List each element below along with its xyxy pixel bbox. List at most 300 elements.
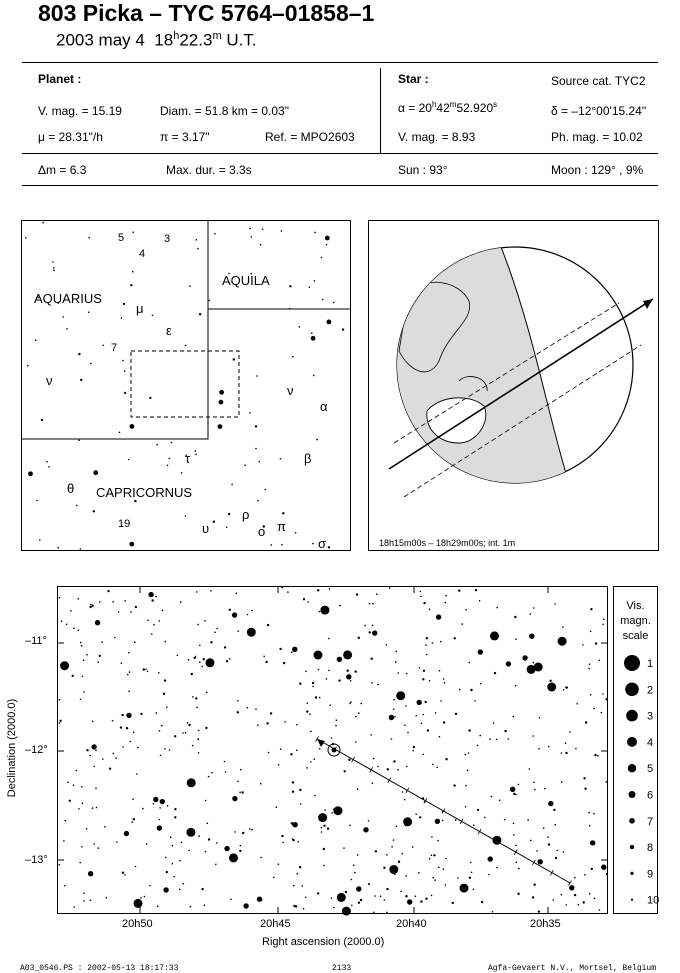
star-dot xyxy=(490,631,499,640)
star-dot xyxy=(532,896,534,898)
star-dot xyxy=(459,689,461,691)
legend-title-line1: Vis. xyxy=(626,600,645,612)
path-tick xyxy=(478,829,481,834)
star-dot xyxy=(230,899,232,901)
legend-title-line2: magn. xyxy=(620,615,651,627)
info-divider xyxy=(380,68,381,153)
star-dot xyxy=(167,805,169,807)
star-dot xyxy=(376,593,378,595)
star-dot xyxy=(475,589,477,591)
star-dot xyxy=(445,602,447,604)
star-dot xyxy=(216,842,218,844)
star-dot xyxy=(270,712,272,714)
star-dot xyxy=(391,738,393,740)
star-dot xyxy=(283,662,285,664)
legend-label: 7 xyxy=(647,815,654,828)
star-dot xyxy=(515,638,517,640)
star-dot xyxy=(309,287,311,289)
star-dot xyxy=(174,808,176,810)
star-dot xyxy=(296,724,298,726)
star-dot xyxy=(606,873,608,875)
star-dot xyxy=(443,868,445,870)
star-dot xyxy=(233,358,235,360)
star-dot xyxy=(386,888,388,890)
star-dot xyxy=(405,895,407,897)
star-dot xyxy=(440,641,442,643)
star-dot xyxy=(372,625,374,627)
legend-dot xyxy=(628,764,636,772)
star-dot xyxy=(582,644,584,646)
star-dot xyxy=(436,767,438,769)
star-dot xyxy=(179,860,181,862)
star-dot xyxy=(89,606,91,608)
planet-mu: μ = 28.31"/h xyxy=(38,130,103,144)
star-dot xyxy=(599,909,601,911)
star-dot xyxy=(327,320,332,325)
path-tick xyxy=(406,788,409,793)
star-dot xyxy=(377,684,379,686)
star-dot xyxy=(470,862,472,864)
star-dot xyxy=(296,750,298,752)
star-dot xyxy=(514,616,516,618)
greek-tau: τ xyxy=(185,451,191,466)
star-dot xyxy=(319,748,321,750)
star-alpha xyxy=(398,100,497,115)
number-5: 5 xyxy=(118,232,125,244)
footer-credit: Agfa-Gevaert N.V., Mortsel, Belgium xyxy=(488,964,657,973)
star-dot xyxy=(460,884,469,893)
star-dot xyxy=(468,729,470,731)
path-tick xyxy=(388,778,391,783)
star-dot xyxy=(251,829,253,831)
star-dot xyxy=(147,671,149,673)
alpha-m-unit: m xyxy=(449,100,457,109)
star-dot xyxy=(182,732,184,734)
path-tick xyxy=(370,767,373,772)
star-dot xyxy=(243,903,248,908)
star-dot xyxy=(467,770,469,772)
legend-label: 9 xyxy=(647,868,654,881)
star-dot xyxy=(443,678,445,680)
star-dot xyxy=(115,757,117,759)
star-dot xyxy=(134,500,136,502)
star-dot xyxy=(128,690,130,692)
star-dot xyxy=(318,669,320,671)
star-dot xyxy=(470,689,472,691)
star-dot xyxy=(78,353,80,355)
label-aquarius: AQUARIUS xyxy=(34,291,102,306)
star-dot xyxy=(565,742,567,744)
star-dot xyxy=(305,897,307,899)
star-dot xyxy=(172,845,174,847)
star-dot xyxy=(83,659,85,661)
star-dot xyxy=(403,817,412,826)
star-dot xyxy=(145,669,147,671)
star-dot xyxy=(412,846,414,848)
star-dot xyxy=(345,655,347,657)
star-dot xyxy=(606,781,608,783)
star-dot xyxy=(82,803,84,805)
star-dot xyxy=(344,770,346,772)
star-dot xyxy=(196,591,198,593)
star-dot xyxy=(355,670,357,672)
dec-tick-13: –13° xyxy=(25,854,48,866)
star-dot xyxy=(303,598,305,600)
star-dot xyxy=(433,854,435,856)
star-dot xyxy=(452,902,454,904)
star-dot xyxy=(224,846,229,851)
star-dot xyxy=(197,624,199,626)
star-dot xyxy=(429,680,431,682)
star-dot xyxy=(565,687,567,689)
star-dot xyxy=(281,835,283,837)
star-dot xyxy=(465,785,467,787)
star-dot xyxy=(325,236,330,241)
star-dot xyxy=(282,512,284,514)
star-dot xyxy=(121,662,123,664)
star-dot xyxy=(260,857,262,859)
star-dot xyxy=(358,712,360,714)
star-dot xyxy=(122,872,124,874)
path-tick xyxy=(532,860,535,865)
planet-heading: Planet : xyxy=(38,72,82,86)
star-dot xyxy=(565,752,567,754)
star-dot xyxy=(151,633,153,635)
star-dot xyxy=(229,609,231,611)
star-dot xyxy=(224,646,226,648)
star-dot xyxy=(59,722,61,724)
star-dot xyxy=(374,895,376,897)
star-dot xyxy=(82,676,84,678)
star-dot xyxy=(112,753,114,755)
star-dot xyxy=(423,602,425,604)
star-dot xyxy=(312,682,314,684)
star-dot xyxy=(468,752,470,754)
star-dot xyxy=(496,607,498,609)
alpha-minutes: 42 xyxy=(436,101,450,115)
star-dot xyxy=(412,750,414,752)
star-dot xyxy=(90,900,92,902)
star-dot xyxy=(156,712,158,714)
star-dot xyxy=(90,363,92,365)
star-dot xyxy=(312,543,314,545)
star-dot xyxy=(36,500,38,502)
star-dot xyxy=(171,442,173,444)
star-dot xyxy=(303,908,305,910)
legend-dot xyxy=(627,737,637,747)
star-dot xyxy=(555,857,557,859)
star-dot xyxy=(479,600,481,602)
star-dot xyxy=(405,705,407,707)
star-dot xyxy=(562,626,564,628)
number-19: 19 xyxy=(118,518,131,530)
star-dot xyxy=(205,727,207,729)
star-dot xyxy=(250,236,252,238)
star-dot xyxy=(488,856,493,861)
legend-svg xyxy=(614,587,660,913)
star-dot xyxy=(356,593,358,595)
event-minute: 22.3 xyxy=(179,30,213,50)
star-dot xyxy=(556,850,558,852)
star-dot xyxy=(547,683,556,692)
legend-label: 6 xyxy=(647,789,654,802)
star-dot xyxy=(461,623,463,625)
star-dot xyxy=(574,894,576,896)
star-dot xyxy=(406,766,408,768)
star-dot xyxy=(297,841,299,843)
star-dot xyxy=(187,722,189,724)
globe-caption: 18h15m00s – 18h29m00s; int. 1m xyxy=(379,538,516,548)
star-dot xyxy=(477,809,479,811)
star-dot xyxy=(346,674,351,679)
star-dot xyxy=(86,654,88,656)
star-dot xyxy=(73,906,75,908)
star-dot xyxy=(219,400,224,405)
star-dot xyxy=(210,590,212,592)
star-dot xyxy=(395,661,397,663)
star-dot xyxy=(205,851,207,853)
star-dot xyxy=(479,735,481,737)
star-dot xyxy=(465,806,467,808)
star-dot xyxy=(258,461,260,463)
star-dot xyxy=(192,745,194,747)
globe-panel xyxy=(368,220,659,551)
star-dot xyxy=(121,714,123,716)
star-dot xyxy=(372,630,377,635)
star-dot xyxy=(538,859,543,864)
star-dot xyxy=(569,885,574,890)
star-dot xyxy=(133,818,135,820)
star-dot xyxy=(351,905,353,907)
star-dot xyxy=(314,232,316,234)
star-dot xyxy=(515,685,517,687)
star-dot xyxy=(597,755,599,757)
star-dot xyxy=(534,789,536,791)
path-tick xyxy=(424,798,427,803)
star-dot xyxy=(315,696,317,698)
star-dot xyxy=(185,515,187,517)
star-dot xyxy=(292,791,294,793)
star-dot xyxy=(533,782,535,784)
star-dot xyxy=(290,753,292,755)
star-dot xyxy=(589,893,591,895)
star-dot xyxy=(418,872,420,874)
star-dot xyxy=(445,858,447,860)
path-tick xyxy=(352,757,355,762)
star-dot xyxy=(510,787,515,792)
star-dot xyxy=(401,853,403,855)
star-dot xyxy=(120,726,122,728)
star-dot xyxy=(496,867,498,869)
star-dot xyxy=(407,732,409,734)
star-dot xyxy=(431,855,433,857)
star-dot xyxy=(474,700,476,702)
star-dot xyxy=(364,625,366,627)
star-dot xyxy=(299,789,301,791)
star-dot xyxy=(80,379,82,381)
star-dot xyxy=(300,803,302,805)
star-dot xyxy=(118,611,120,613)
star-dot xyxy=(95,750,97,752)
star-dot xyxy=(226,527,228,529)
star-dot xyxy=(25,237,27,239)
star-dot xyxy=(255,448,257,450)
star-dot xyxy=(333,302,335,304)
star-dot xyxy=(165,641,167,643)
star-dot xyxy=(507,738,509,740)
star-dot xyxy=(455,713,457,715)
star-dot xyxy=(415,715,417,717)
star-dot xyxy=(393,699,395,701)
star-dot xyxy=(129,741,131,743)
star-dot xyxy=(530,840,532,842)
info-mid-rule xyxy=(22,153,658,154)
legend-dot xyxy=(630,845,634,849)
star-dot xyxy=(549,680,551,682)
star-dot xyxy=(66,624,68,626)
star-dot xyxy=(373,758,375,760)
star-dot xyxy=(532,735,534,737)
star-dot xyxy=(331,737,333,739)
star-dot xyxy=(590,694,592,696)
star-dot xyxy=(513,823,515,825)
star-dot xyxy=(48,466,50,468)
event-datetime xyxy=(56,30,257,51)
star-dot xyxy=(153,803,155,805)
star-dot xyxy=(169,749,171,751)
star-dot xyxy=(326,678,328,680)
star-dot xyxy=(513,793,515,795)
star-dot xyxy=(394,716,396,718)
star-dot xyxy=(76,770,78,772)
star-dot xyxy=(589,663,591,665)
star-dot xyxy=(128,459,130,461)
star-dot xyxy=(331,812,333,814)
legend-title-line3: scale xyxy=(622,630,649,642)
star-dot xyxy=(195,697,197,699)
star-dot xyxy=(343,847,345,849)
star-dot xyxy=(132,231,134,233)
star-dot xyxy=(124,600,126,602)
star-dot xyxy=(65,820,67,822)
star-dot xyxy=(114,637,116,639)
star-dot xyxy=(439,736,441,738)
star-dot xyxy=(391,846,393,848)
star-dot xyxy=(179,889,181,891)
ra-tick-2035: 20h35 xyxy=(530,918,561,930)
star-dot xyxy=(249,828,251,830)
star-dot xyxy=(469,877,471,879)
star-dot xyxy=(136,773,138,775)
star-dot xyxy=(278,863,280,865)
path-tick xyxy=(569,880,572,885)
alpha-hours: α = 20 xyxy=(398,101,432,115)
planet-diam: Diam. = 51.8 km = 0.03" xyxy=(160,104,289,118)
star-dot xyxy=(164,679,166,681)
star-dot xyxy=(293,905,295,907)
star-dot xyxy=(234,831,236,833)
star-dot xyxy=(90,604,92,606)
star-dot xyxy=(369,603,371,605)
star-dot xyxy=(164,748,166,750)
star-dot xyxy=(517,893,519,895)
star-dot xyxy=(588,668,590,670)
star-dot xyxy=(429,608,431,610)
star-dot xyxy=(268,752,270,754)
star-dot xyxy=(386,854,388,856)
star-dot xyxy=(588,812,590,814)
star-dot xyxy=(158,672,160,674)
star-dot xyxy=(292,824,294,826)
star-dot xyxy=(78,629,80,631)
star-dot xyxy=(312,686,314,688)
star-dot xyxy=(598,660,600,662)
event-hour: 18 xyxy=(154,30,174,50)
star-dot xyxy=(584,874,586,876)
star-dot xyxy=(357,788,359,790)
star-dot xyxy=(180,601,182,603)
star-dot xyxy=(386,912,388,914)
star-dot xyxy=(197,248,199,250)
star-dot xyxy=(160,755,162,757)
globe-svg xyxy=(369,221,658,550)
number-3: 3 xyxy=(164,233,171,245)
star-dot xyxy=(353,865,355,867)
legend-dot xyxy=(624,655,640,671)
ra-tick-2040: 20h40 xyxy=(396,918,427,930)
star-dot xyxy=(240,845,242,847)
star-dot xyxy=(159,730,161,732)
legend-label: 1 xyxy=(647,658,654,670)
star-dot xyxy=(445,595,447,597)
greek-alpha: α xyxy=(320,399,328,414)
star-dot xyxy=(533,662,535,664)
star-dot xyxy=(70,610,72,612)
star-dot xyxy=(548,843,550,845)
star-dot xyxy=(237,781,239,783)
star-dot xyxy=(281,587,283,589)
star-dot xyxy=(360,899,362,901)
star-dot xyxy=(561,894,563,896)
star-dot xyxy=(187,778,196,787)
star-dot xyxy=(518,868,520,870)
star-dot xyxy=(130,424,135,429)
star-dot xyxy=(309,713,311,715)
star-dot xyxy=(528,768,530,770)
star-dot xyxy=(201,666,203,668)
star-dot xyxy=(553,809,555,811)
event-date: 2003 may 4 xyxy=(56,30,145,50)
star-dot xyxy=(152,315,154,317)
star-dot xyxy=(247,628,256,637)
sun-elongation: Sun : 93° xyxy=(398,163,448,177)
number-7: 7 xyxy=(111,342,118,354)
star-dot xyxy=(129,671,131,673)
info-bottom-rule xyxy=(22,185,658,186)
moon-info: Moon : 129° , 9% xyxy=(551,163,644,177)
star-dot xyxy=(516,862,518,864)
star-dot xyxy=(260,783,262,785)
star-dot xyxy=(602,693,604,695)
star-dot xyxy=(199,313,201,315)
star-dot xyxy=(229,658,231,660)
star-dot xyxy=(323,865,325,867)
star-dot xyxy=(478,649,483,654)
star-dot xyxy=(373,912,375,914)
star-dot xyxy=(417,700,422,705)
star-dot xyxy=(174,876,176,878)
star-dot xyxy=(493,722,495,724)
